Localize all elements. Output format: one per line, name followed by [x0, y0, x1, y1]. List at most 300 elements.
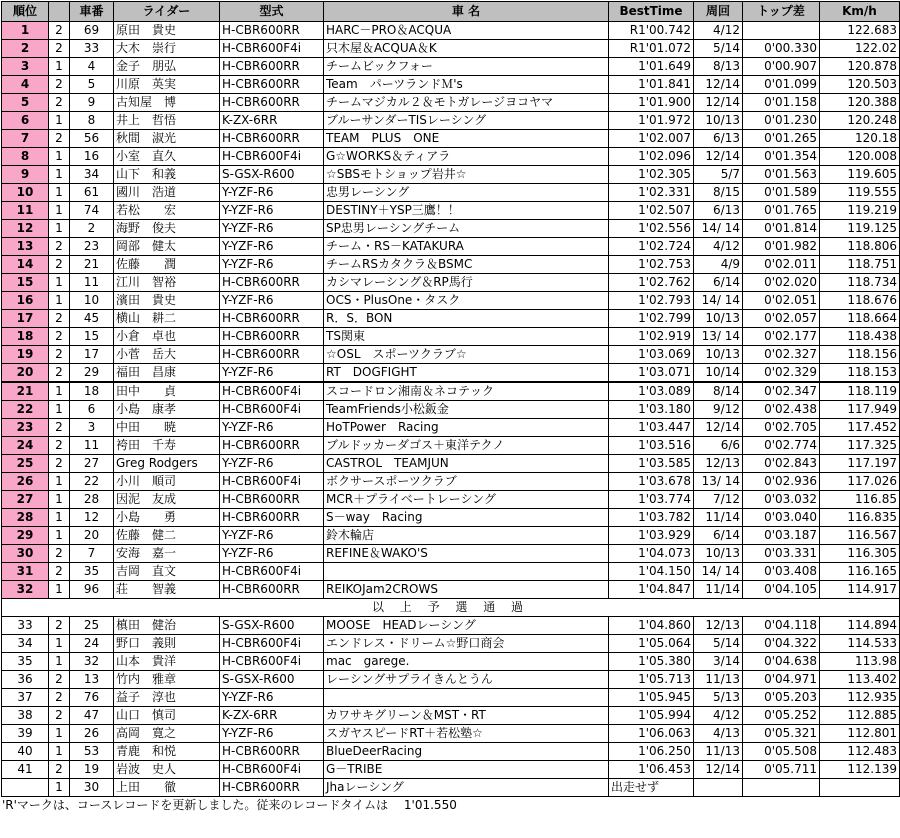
type-cell: K-ZX-6RR: [220, 707, 324, 725]
team-cell: BlueDeerRacing: [324, 743, 609, 761]
team-cell: MOOSE HEADレーシング: [324, 617, 609, 635]
table-row: [2, 689, 900, 707]
position-cell: 33: [2, 617, 49, 635]
laps-cell: 10/14: [694, 364, 743, 383]
position-cell: 7: [2, 130, 49, 148]
laps-cell: 12/13: [694, 617, 743, 635]
laps-cell: 11/13: [694, 671, 743, 689]
team-cell: CASTROL TEAMJUN: [324, 455, 609, 473]
team-cell: カシマレーシング＆RP馬行: [324, 274, 609, 292]
class-cell: 1: [49, 509, 70, 527]
class-cell: 2: [49, 545, 70, 563]
laps-cell: 7/12: [694, 491, 743, 509]
rider-cell: 小川 順司: [114, 473, 220, 491]
type-cell: K-ZX-6RR: [220, 112, 324, 130]
number-cell: 61: [70, 184, 114, 202]
class-cell: 1: [49, 401, 70, 419]
speed-cell: 116.85: [820, 491, 900, 509]
besttime-cell: 1'01.900: [609, 94, 694, 112]
speed-cell: 119.605: [820, 166, 900, 184]
gap-cell: 0'03.187: [743, 527, 820, 545]
number-cell: 47: [70, 707, 114, 725]
type-cell: H-CBR600RR: [220, 437, 324, 455]
team-cell: 只木屋＆ACQUA＆K: [324, 40, 609, 58]
rider-cell: 山下 和義: [114, 166, 220, 184]
number-cell: 10: [70, 292, 114, 310]
team-cell: [324, 563, 609, 581]
team-cell: REFINE＆WAKO'S: [324, 545, 609, 563]
class-cell: 1: [49, 202, 70, 220]
gap-cell: 0'02.843: [743, 455, 820, 473]
col-header-team: 車 名: [324, 2, 609, 22]
number-cell: 35: [70, 563, 114, 581]
non-qualified-rows: [2, 617, 900, 797]
position-cell: 35: [2, 653, 49, 671]
table-row: [2, 310, 900, 328]
besttime-cell: R1'00.742: [609, 22, 694, 40]
type-cell: Y-YZF-R6: [220, 256, 324, 274]
speed-cell: 112.935: [820, 689, 900, 707]
rider-cell: 安海 嘉一: [114, 545, 220, 563]
speed-cell: 117.197: [820, 455, 900, 473]
speed-cell: 116.835: [820, 509, 900, 527]
table-row: [2, 274, 900, 292]
laps-cell: 4/13: [694, 725, 743, 743]
rider-cell: 川原 英実: [114, 76, 220, 94]
laps-cell: 4/12: [694, 707, 743, 725]
speed-cell: 118.734: [820, 274, 900, 292]
rider-cell: 井上 哲悟: [114, 112, 220, 130]
gap-cell: 0'02.705: [743, 419, 820, 437]
position-cell: 14: [2, 256, 49, 274]
rider-cell: 大木 崇行: [114, 40, 220, 58]
gap-cell: 0'02.051: [743, 292, 820, 310]
team-cell: 忠男レーシング: [324, 184, 609, 202]
team-cell: カワサキグリーン＆MST・RT: [324, 707, 609, 725]
class-cell: 2: [49, 617, 70, 635]
rider-cell: 秋間 淑光: [114, 130, 220, 148]
class-cell: 2: [49, 419, 70, 437]
type-cell: H-CBR600F4i: [220, 40, 324, 58]
class-cell: 2: [49, 689, 70, 707]
class-cell: 2: [49, 761, 70, 779]
rider-cell: 佐藤 潤: [114, 256, 220, 274]
class-cell: 2: [49, 346, 70, 364]
qualified-rows: [2, 22, 900, 599]
rider-cell: 若松 宏: [114, 202, 220, 220]
speed-cell: 119.125: [820, 220, 900, 238]
class-cell: 2: [49, 364, 70, 383]
team-cell: mac garege.: [324, 653, 609, 671]
number-cell: 7: [70, 545, 114, 563]
position-cell: 34: [2, 635, 49, 653]
rider-cell: 青鹿 和悦: [114, 743, 220, 761]
rider-cell: 金子 朋弘: [114, 58, 220, 76]
table-row: [2, 761, 900, 779]
rider-cell: 因泥 友成: [114, 491, 220, 509]
rider-cell: 海野 俊夫: [114, 220, 220, 238]
gap-cell: 0'03.032: [743, 491, 820, 509]
type-cell: H-CBR600RR: [220, 94, 324, 112]
position-cell: 6: [2, 112, 49, 130]
gap-cell: 0'01.814: [743, 220, 820, 238]
class-cell: 1: [49, 635, 70, 653]
rider-cell: 小島 康孝: [114, 401, 220, 419]
number-cell: 2: [70, 220, 114, 238]
rider-cell: 小菅 岳大: [114, 346, 220, 364]
col-header-number: 車番: [70, 2, 114, 22]
type-cell: Y-YZF-R6: [220, 238, 324, 256]
laps-cell: 14/ 14: [694, 292, 743, 310]
class-cell: 2: [49, 130, 70, 148]
team-cell: スコードロン湘南＆ネコテック: [324, 382, 609, 401]
speed-cell: 117.325: [820, 437, 900, 455]
laps-cell: 5/14: [694, 635, 743, 653]
rider-cell: 山口 慎司: [114, 707, 220, 725]
class-cell: 2: [49, 707, 70, 725]
besttime-cell: 1'05.994: [609, 707, 694, 725]
rider-cell: 岡部 健太: [114, 238, 220, 256]
class-cell: 2: [49, 94, 70, 112]
col-header-besttime: BestTime: [609, 2, 694, 22]
rider-cell: 小室 直久: [114, 148, 220, 166]
position-cell: 5: [2, 94, 49, 112]
speed-cell: 120.503: [820, 76, 900, 94]
gap-cell: 0'02.329: [743, 364, 820, 383]
gap-cell: 0'04.638: [743, 653, 820, 671]
besttime-cell: 1'03.447: [609, 419, 694, 437]
class-cell: 1: [49, 491, 70, 509]
col-header-speed: Km/h: [820, 2, 900, 22]
team-cell: スガヤスピードRT＋若松塾☆: [324, 725, 609, 743]
laps-cell: 12/14: [694, 761, 743, 779]
team-cell: G－TRIBE: [324, 761, 609, 779]
besttime-cell: 1'04.073: [609, 545, 694, 563]
besttime-cell: 1'06.250: [609, 743, 694, 761]
gap-cell: 0'05.711: [743, 761, 820, 779]
type-cell: Y-YZF-R6: [220, 184, 324, 202]
speed-cell: 116.567: [820, 527, 900, 545]
laps-cell: 10/13: [694, 112, 743, 130]
team-cell: RT DOGFIGHT: [324, 364, 609, 383]
separator-section: [2, 599, 900, 617]
class-cell: 1: [49, 779, 70, 797]
team-cell: TeamFriends小松鈑金: [324, 401, 609, 419]
col-header-class: [49, 2, 70, 22]
table-row: [2, 527, 900, 545]
besttime-cell: 1'02.762: [609, 274, 694, 292]
table-row: [2, 148, 900, 166]
type-cell: Y-YZF-R6: [220, 364, 324, 383]
rider-cell: 江川 智裕: [114, 274, 220, 292]
type-cell: Y-YZF-R6: [220, 545, 324, 563]
team-cell: ☆OSL スポーツクラブ☆: [324, 346, 609, 364]
gap-cell: 0'03.408: [743, 563, 820, 581]
besttime-cell: 1'01.972: [609, 112, 694, 130]
table-row: [2, 707, 900, 725]
number-cell: 30: [70, 779, 114, 797]
position-cell: 19: [2, 346, 49, 364]
number-cell: 11: [70, 437, 114, 455]
besttime-cell: 1'03.180: [609, 401, 694, 419]
type-cell: H-CBR600RR: [220, 779, 324, 797]
number-cell: 20: [70, 527, 114, 545]
class-cell: 1: [49, 166, 70, 184]
speed-cell: 113.98: [820, 653, 900, 671]
besttime-cell: R1'01.072: [609, 40, 694, 58]
number-cell: 32: [70, 653, 114, 671]
col-header-laps: 周回: [694, 2, 743, 22]
position-cell: 2: [2, 40, 49, 58]
team-cell: チームビックフォー: [324, 58, 609, 76]
class-cell: 2: [49, 563, 70, 581]
team-cell: R．S．BON: [324, 310, 609, 328]
team-cell: HoTPower Racing: [324, 419, 609, 437]
rider-cell: 福田 昌康: [114, 364, 220, 383]
position-cell: 20: [2, 364, 49, 383]
number-cell: 28: [70, 491, 114, 509]
separator-row: [2, 599, 900, 617]
speed-cell: 113.402: [820, 671, 900, 689]
class-cell: 1: [49, 725, 70, 743]
position-cell: 8: [2, 148, 49, 166]
col-header-position: 順位: [2, 2, 49, 22]
laps-cell: 8/15: [694, 184, 743, 202]
number-cell: 4: [70, 58, 114, 76]
besttime-cell: 1'02.799: [609, 310, 694, 328]
gap-cell: 0'02.020: [743, 274, 820, 292]
gap-cell: 0'03.040: [743, 509, 820, 527]
besttime-cell: 1'02.096: [609, 148, 694, 166]
footnote: 'R'マークは、コースレコードを更新しました。従来のレコードタイムは 1'01.550: [2, 798, 457, 812]
type-cell: H-CBR600F4i: [220, 635, 324, 653]
position-cell: 30: [2, 545, 49, 563]
gap-cell: 0'04.971: [743, 671, 820, 689]
table-row: [2, 22, 900, 40]
besttime-cell: 1'02.305: [609, 166, 694, 184]
laps-cell: 4/12: [694, 238, 743, 256]
table-row: [2, 743, 900, 761]
number-cell: 23: [70, 238, 114, 256]
besttime-cell: 1'06.063: [609, 725, 694, 743]
laps-cell: 10/13: [694, 310, 743, 328]
gap-cell: 0'05.203: [743, 689, 820, 707]
type-cell: S-GSX-R600: [220, 166, 324, 184]
table-row: [2, 401, 900, 419]
laps-cell: 13/ 14: [694, 328, 743, 346]
gap-cell: 0'01.354: [743, 148, 820, 166]
speed-cell: 116.305: [820, 545, 900, 563]
gap-cell: 0'05.508: [743, 743, 820, 761]
laps-cell: 11/14: [694, 581, 743, 599]
speed-cell: 116.165: [820, 563, 900, 581]
type-cell: Y-YZF-R6: [220, 725, 324, 743]
team-cell: レーシングサプライきんとうん: [324, 671, 609, 689]
gap-cell: 0'02.936: [743, 473, 820, 491]
rider-cell: 田中 貞: [114, 382, 220, 401]
table-row: [2, 509, 900, 527]
gap-cell: [743, 22, 820, 40]
laps-cell: 6/6: [694, 437, 743, 455]
table-row: [2, 581, 900, 599]
rider-cell: 岩波 史人: [114, 761, 220, 779]
laps-cell: 5/7: [694, 166, 743, 184]
rider-cell: 高岡 寛之: [114, 725, 220, 743]
laps-cell: 8/13: [694, 58, 743, 76]
number-cell: 6: [70, 401, 114, 419]
laps-cell: 6/13: [694, 202, 743, 220]
number-cell: 16: [70, 148, 114, 166]
rider-cell: 袴田 千寿: [114, 437, 220, 455]
laps-cell: 12/14: [694, 76, 743, 94]
gap-cell: 0'01.982: [743, 238, 820, 256]
laps-cell: 8/14: [694, 382, 743, 401]
class-cell: 1: [49, 292, 70, 310]
speed-cell: 118.751: [820, 256, 900, 274]
gap-cell: 0'02.774: [743, 437, 820, 455]
laps-cell: 12/14: [694, 419, 743, 437]
laps-cell: 14/ 14: [694, 220, 743, 238]
speed-cell: 119.219: [820, 202, 900, 220]
team-cell: チームRSカタクラ＆BSMC: [324, 256, 609, 274]
type-cell: H-CBR600RR: [220, 58, 324, 76]
team-cell: チーム・RS－KATAKURA: [324, 238, 609, 256]
type-cell: H-CBR600F4i: [220, 653, 324, 671]
laps-cell: [694, 779, 743, 797]
number-cell: 96: [70, 581, 114, 599]
speed-cell: 120.008: [820, 148, 900, 166]
class-cell: 2: [49, 455, 70, 473]
table-row: [2, 166, 900, 184]
position-cell: 37: [2, 689, 49, 707]
team-cell: チームマジカル２＆モトガレージヨコヤマ: [324, 94, 609, 112]
number-cell: 74: [70, 202, 114, 220]
besttime-cell: 1'02.331: [609, 184, 694, 202]
table-row: [2, 328, 900, 346]
number-cell: 45: [70, 310, 114, 328]
type-cell: H-CBR600RR: [220, 346, 324, 364]
gap-cell: 0'02.327: [743, 346, 820, 364]
number-cell: 11: [70, 274, 114, 292]
besttime-cell: 1'03.585: [609, 455, 694, 473]
besttime-cell: 出走せず: [609, 779, 694, 797]
gap-cell: 0'03.331: [743, 545, 820, 563]
position-cell: 40: [2, 743, 49, 761]
gap-cell: 0'00.330: [743, 40, 820, 58]
besttime-cell: 1'05.064: [609, 635, 694, 653]
gap-cell: 0'04.105: [743, 581, 820, 599]
speed-cell: 117.026: [820, 473, 900, 491]
rider-cell: 國川 浩道: [114, 184, 220, 202]
besttime-cell: 1'02.556: [609, 220, 694, 238]
rider-cell: Greg Rodgers: [114, 455, 220, 473]
team-cell: 鈴木輪店: [324, 527, 609, 545]
gap-cell: 0'01.765: [743, 202, 820, 220]
position-cell: 24: [2, 437, 49, 455]
team-cell: エンドレス・ドリーム☆野口商会: [324, 635, 609, 653]
number-cell: 76: [70, 689, 114, 707]
type-cell: H-CBR600RR: [220, 491, 324, 509]
number-cell: 3: [70, 419, 114, 437]
table-row: [2, 419, 900, 437]
besttime-cell: 1'05.380: [609, 653, 694, 671]
rider-cell: 古知屋 博: [114, 94, 220, 112]
table-row: [2, 238, 900, 256]
laps-cell: 6/13: [694, 130, 743, 148]
type-cell: H-CBR600RR: [220, 76, 324, 94]
besttime-cell: 1'02.007: [609, 130, 694, 148]
position-cell: 16: [2, 292, 49, 310]
rider-cell: 竹内 雅章: [114, 671, 220, 689]
rider-cell: 山本 貴洋: [114, 653, 220, 671]
type-cell: H-CBR600F4i: [220, 473, 324, 491]
table-row: [2, 437, 900, 455]
type-cell: S-GSX-R600: [220, 671, 324, 689]
table-row: [2, 292, 900, 310]
position-cell: 17: [2, 310, 49, 328]
position-cell: 22: [2, 401, 49, 419]
gap-cell: 0'02.011: [743, 256, 820, 274]
class-cell: 2: [49, 238, 70, 256]
position-cell: 23: [2, 419, 49, 437]
team-cell: DESTINY＋YSP三鷹！！: [324, 202, 609, 220]
gap-cell: 0'01.158: [743, 94, 820, 112]
laps-cell: 10/13: [694, 346, 743, 364]
number-cell: 56: [70, 130, 114, 148]
team-cell: ブルドッカーダゴス＋東洋テクノ: [324, 437, 609, 455]
table-row: [2, 184, 900, 202]
table-row: [2, 382, 900, 401]
laps-cell: 14/ 14: [694, 563, 743, 581]
position-cell: 27: [2, 491, 49, 509]
class-cell: 1: [49, 112, 70, 130]
table-row: [2, 725, 900, 743]
rider-cell: 荘 智義: [114, 581, 220, 599]
speed-cell: 112.483: [820, 743, 900, 761]
laps-cell: 9/12: [694, 401, 743, 419]
besttime-cell: 1'06.453: [609, 761, 694, 779]
rider-cell: 益子 淳也: [114, 689, 220, 707]
number-cell: 34: [70, 166, 114, 184]
table-row: [2, 256, 900, 274]
speed-cell: 117.949: [820, 401, 900, 419]
position-cell: 10: [2, 184, 49, 202]
team-cell: SP忠男レーシングチーム: [324, 220, 609, 238]
rider-cell: 小島 勇: [114, 509, 220, 527]
speed-cell: 120.388: [820, 94, 900, 112]
rider-cell: 原田 貴史: [114, 22, 220, 40]
type-cell: H-CBR600RR: [220, 22, 324, 40]
laps-cell: 5/13: [694, 689, 743, 707]
gap-cell: 0'00.907: [743, 58, 820, 76]
rider-cell: 小倉 卓也: [114, 328, 220, 346]
laps-cell: 10/13: [694, 545, 743, 563]
besttime-cell: 1'03.678: [609, 473, 694, 491]
number-cell: 53: [70, 743, 114, 761]
speed-cell: 114.917: [820, 581, 900, 599]
type-cell: H-CBR600RR: [220, 509, 324, 527]
class-cell: 1: [49, 743, 70, 761]
type-cell: Y-YZF-R6: [220, 419, 324, 437]
speed-cell: 118.664: [820, 310, 900, 328]
laps-cell: 4/9: [694, 256, 743, 274]
type-cell: H-CBR600F4i: [220, 563, 324, 581]
team-cell: TS関東: [324, 328, 609, 346]
rider-cell: 佐藤 健二: [114, 527, 220, 545]
type-cell: Y-YZF-R6: [220, 455, 324, 473]
speed-cell: 120.878: [820, 58, 900, 76]
number-cell: 21: [70, 256, 114, 274]
